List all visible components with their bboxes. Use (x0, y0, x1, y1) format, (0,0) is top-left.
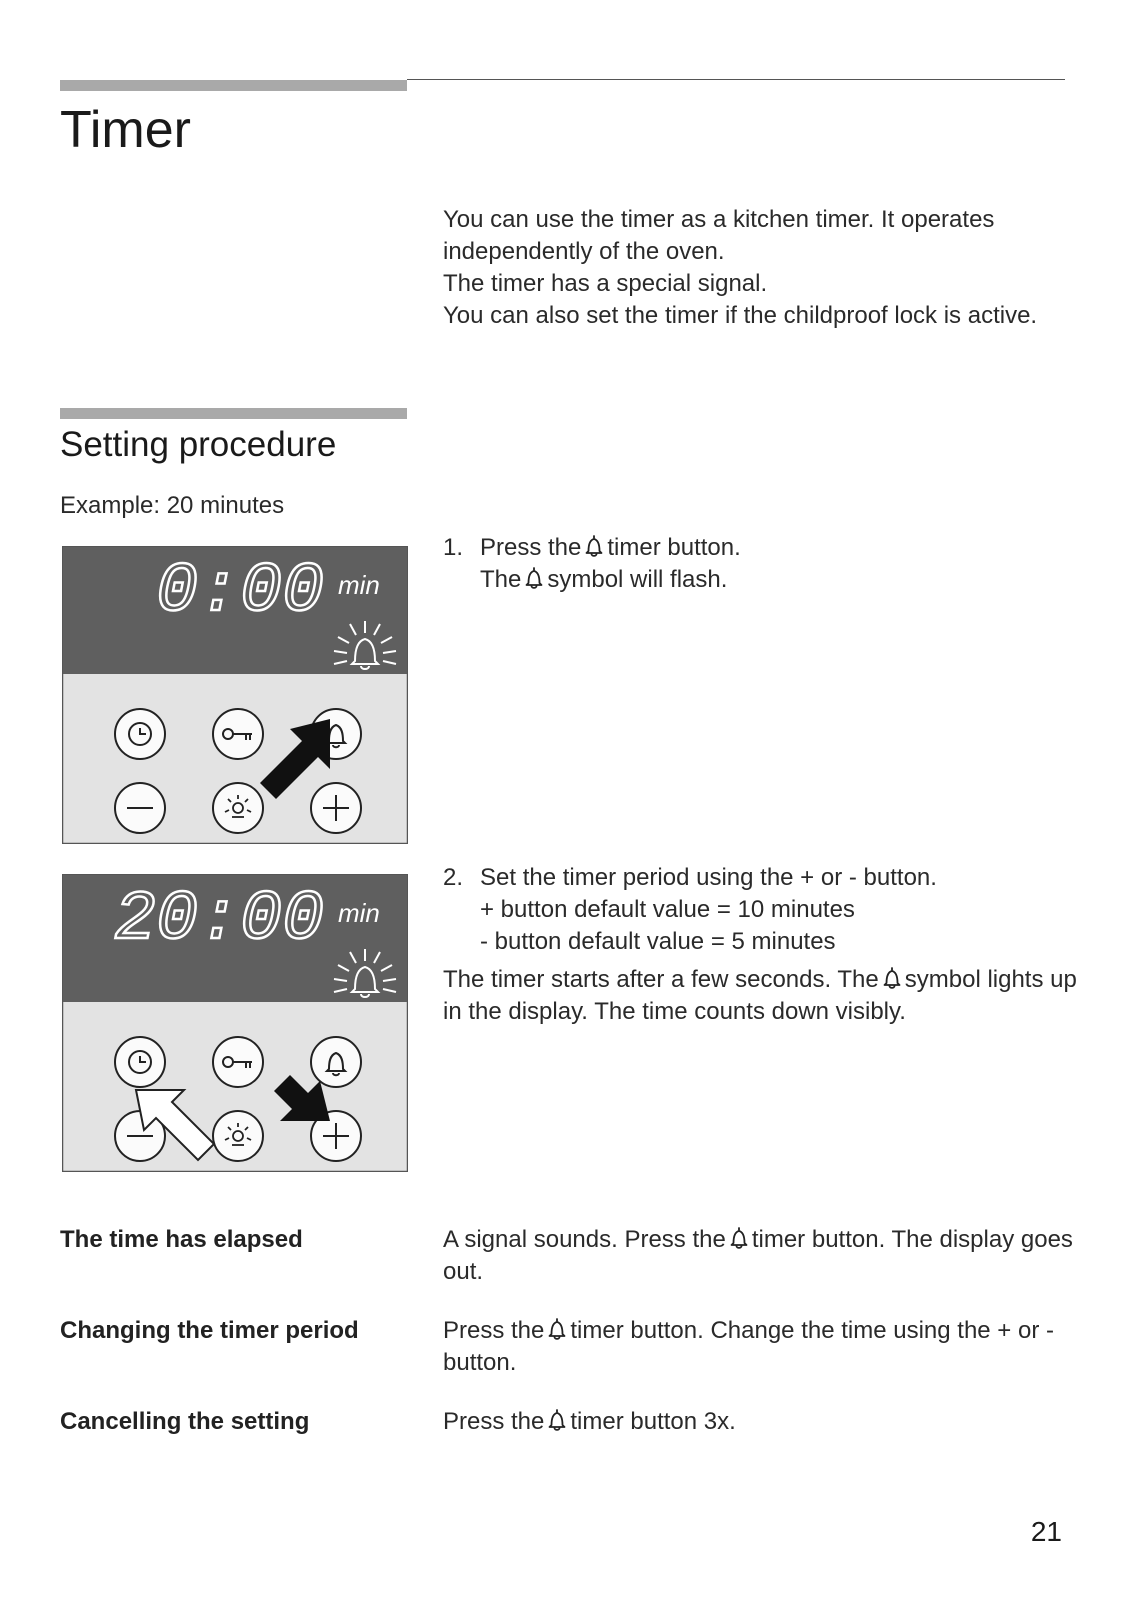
intro-line-2: The timer has a special signal. (443, 270, 768, 297)
changing-text: Press the timer button. Change the time using the + or - button. (443, 1317, 1054, 1376)
intro-line-1: You can use the timer as a kitchen timer. It operates independently of the oven. (443, 206, 995, 265)
cancelling-label: Cancelling the setting (60, 1408, 310, 1435)
light-button[interactable] (213, 1111, 263, 1161)
childlock-button[interactable] (213, 1037, 263, 1087)
intro-text (443, 204, 1083, 332)
page-number: 21 (1030, 1516, 1062, 1547)
bell-icon (882, 966, 902, 990)
step-1: 1. Press the timer button. The symbol will flash. (443, 534, 741, 593)
elapsed-label: The time has elapsed (60, 1226, 303, 1253)
light-button[interactable] (213, 783, 263, 833)
display-time: 20:00 (113, 881, 324, 960)
elapsed-text: A signal sounds. Press the timer button. The display goes out. (443, 1226, 1073, 1285)
display-time: 0:00 (155, 553, 324, 632)
page-title: Timer (60, 101, 191, 159)
example-text: Example: 20 minutes (60, 492, 285, 519)
oven-panel-1 (62, 546, 408, 844)
clock-button[interactable] (115, 709, 165, 759)
bell-icon (584, 534, 604, 558)
header-rule-thin (407, 79, 1065, 80)
cancelling-text: Press the timer button 3x. (443, 1408, 736, 1435)
clock-button[interactable] (115, 1037, 165, 1087)
bell-icon (729, 1226, 749, 1250)
minus-button[interactable] (115, 783, 165, 833)
header-rule-thick (60, 80, 407, 91)
display-unit: min (338, 570, 380, 600)
bell-icon (524, 566, 544, 590)
changing-label: Changing the timer period (60, 1317, 359, 1344)
timer-button[interactable] (311, 1037, 361, 1087)
step-1-number: 1. (443, 534, 464, 561)
section-rule (60, 408, 407, 419)
step-2-number: 2. (443, 864, 464, 891)
childlock-button[interactable] (213, 709, 263, 759)
display-unit: min (338, 898, 380, 928)
plus-button[interactable] (311, 783, 361, 833)
bell-icon (547, 1408, 567, 1432)
oven-panel-2 (62, 874, 408, 1172)
bell-icon (547, 1317, 567, 1341)
intro-line-3: You can also set the timer if the childproof lock is active. (443, 302, 1038, 329)
step-2: 2. Set the timer period using the + or - button. + button default value = 10 minutes - button default value = 5 minutes The timer starts after a few seconds. The symbol lights up in the display. The time counts down visibly. (443, 864, 1077, 1025)
section-title: Setting procedure (60, 425, 337, 464)
